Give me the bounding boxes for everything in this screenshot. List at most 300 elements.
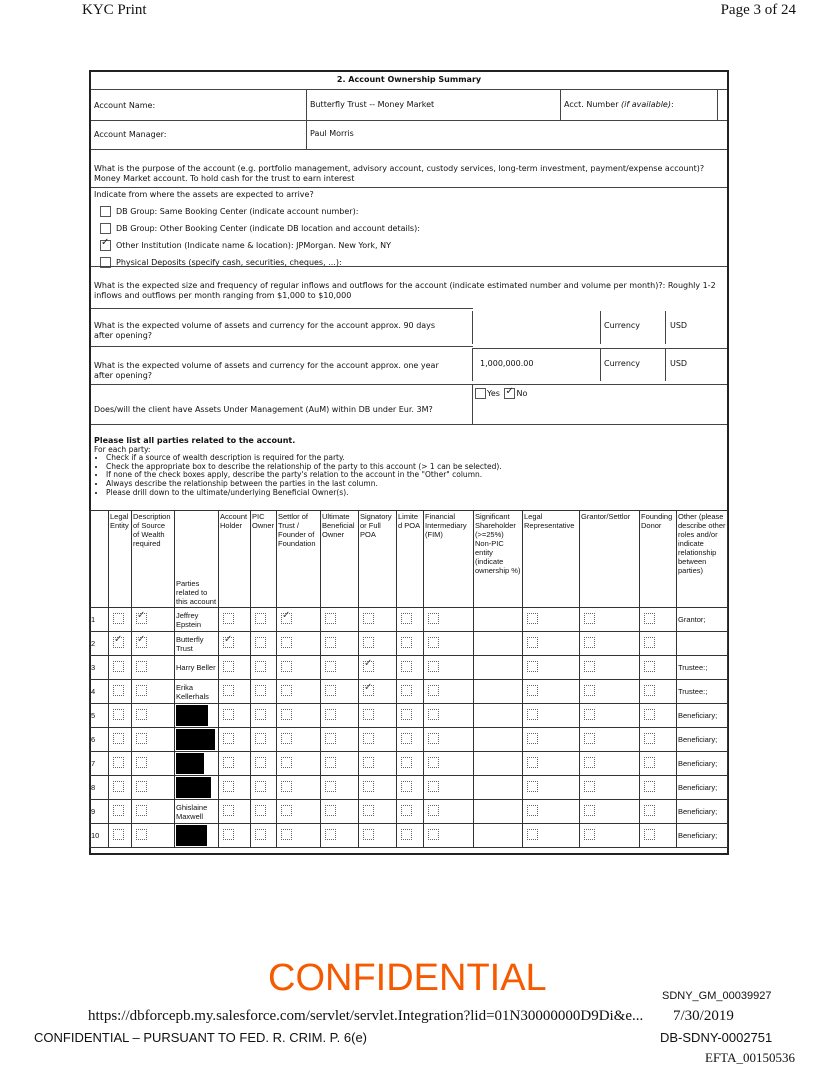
party-role-checkbox[interactable] (223, 805, 234, 816)
party-role-checkbox[interactable] (136, 781, 147, 792)
party-role-checkbox[interactable] (281, 757, 292, 768)
parties-instructions (91, 424, 727, 512)
checkbox-cell (397, 800, 424, 824)
asset-origin-label: DB Group: Same Booking Center (indicate account number): (116, 207, 359, 216)
volume-90-currency-label: Currency (604, 321, 641, 330)
party-role-checkbox[interactable] (255, 805, 266, 816)
checkbox-cell (397, 680, 424, 704)
aum-no-label: No (516, 389, 528, 398)
checkbox-cell (132, 728, 175, 752)
column-header: Legal Entity (109, 511, 132, 608)
row-number: 9 (90, 800, 109, 824)
checkbox-cell (523, 704, 580, 728)
column-header: PIC Owner (251, 511, 277, 608)
party-role-checkbox[interactable] (428, 709, 439, 720)
checkbox-cell (397, 656, 424, 680)
aum-no-checkbox[interactable] (504, 388, 515, 399)
party-role-checkbox[interactable] (428, 685, 439, 696)
redaction-block (176, 753, 204, 774)
checkbox-cell (219, 656, 251, 680)
account-purpose: What is the purpose of the account (e.g. portfolio management, advisory account, custody services, long-term investment, payment/expense account)? Money Market account. To hold cash for the trust to earn interest (91, 149, 727, 187)
party-role-checkbox[interactable] (527, 781, 538, 792)
party-role-checkbox[interactable] (136, 685, 147, 696)
checkbox-cell (321, 776, 359, 800)
checkbox-cell (580, 656, 640, 680)
checkbox-cell (523, 608, 580, 632)
party-role-checkbox[interactable] (136, 661, 147, 672)
party-role-checkbox[interactable] (363, 685, 374, 696)
volume-1y-amount: 1,000,000.00 (480, 359, 534, 368)
checkbox-cell (251, 608, 277, 632)
checkbox-cell (321, 656, 359, 680)
party-name: Erika Kellerhals (175, 680, 219, 704)
checkbox-cell (424, 776, 474, 800)
account-manager-row (91, 120, 727, 149)
checkbox-cell (424, 728, 474, 752)
party-role-checkbox[interactable] (223, 781, 234, 792)
party-role-checkbox[interactable] (401, 613, 412, 624)
party-role-checkbox[interactable] (527, 613, 538, 624)
party-role-checkbox[interactable] (255, 709, 266, 720)
checkbox-cell (424, 656, 474, 680)
instruction-bullet: • Always describe the relationship between the parties in the last column. (106, 480, 724, 489)
volume-90-currency: USD (670, 321, 688, 330)
party-role-checkbox[interactable] (255, 781, 266, 792)
party-role-checkbox[interactable] (584, 685, 595, 696)
checkbox-cell (132, 752, 175, 776)
table-row (90, 608, 728, 632)
row-number: 10 (90, 824, 109, 848)
print-title: KYC Print (82, 2, 147, 18)
column-header: Ultimate Beneficial Owner (321, 511, 359, 608)
checkbox-cell (523, 776, 580, 800)
checkbox-cell (397, 608, 424, 632)
party-role-checkbox[interactable] (428, 733, 439, 744)
checkbox-cell (640, 728, 677, 752)
column-header: Settlor of Trust / Founder of Foundation (277, 511, 321, 608)
checkbox-cell (580, 752, 640, 776)
checkbox-cell (580, 728, 640, 752)
table-row (90, 728, 728, 752)
checkbox-cell (109, 680, 132, 704)
party-role-checkbox[interactable] (363, 613, 374, 624)
party-role-checkbox[interactable] (255, 829, 266, 840)
checkbox-cell (359, 800, 397, 824)
party-role-checkbox[interactable] (281, 637, 292, 648)
checkbox-cell (109, 776, 132, 800)
party-role-checkbox[interactable] (428, 637, 439, 648)
party-role-checkbox[interactable] (584, 661, 595, 672)
checkbox-cell (397, 728, 424, 752)
party-role-checkbox[interactable] (281, 829, 292, 840)
column-header: Grantor/Settlor (580, 511, 640, 608)
shareholder-cell (474, 776, 523, 800)
checkbox-cell (109, 728, 132, 752)
party-role-checkbox[interactable] (363, 733, 374, 744)
party-role-checkbox[interactable] (113, 709, 124, 720)
party-role-checkbox[interactable] (584, 829, 595, 840)
column-header: Legal Representative (523, 511, 580, 608)
party-role-checkbox[interactable] (113, 613, 124, 624)
instruction-bullet: • Please drill down to the ultimate/underlying Beneficial Owner(s). (106, 489, 724, 498)
checkbox-cell (251, 656, 277, 680)
checkbox-cell (219, 752, 251, 776)
section-title: 2. Account Ownership Summary (336, 75, 482, 84)
table-row (90, 776, 728, 800)
party-role-checkbox[interactable] (113, 637, 124, 648)
party-name (175, 704, 219, 728)
checkbox-cell (132, 776, 175, 800)
party-role-checkbox[interactable] (113, 781, 124, 792)
volume-1y-question: What is the expected volume of assets and currency for the account approx. one year after opening? (91, 346, 473, 384)
party-role-checkbox[interactable] (113, 805, 124, 816)
table-row (90, 824, 728, 848)
party-role-checkbox[interactable] (325, 685, 336, 696)
other-relationship: Beneficiary; (677, 776, 728, 800)
bates-db-sdny: DB-SDNY-0002751 (660, 1030, 773, 1045)
column-header: Signatory or Full POA (359, 511, 397, 608)
party-role-checkbox[interactable] (644, 781, 655, 792)
checkbox-cell (251, 824, 277, 848)
party-role-checkbox[interactable] (113, 661, 124, 672)
party-role-checkbox[interactable] (223, 637, 234, 648)
checkbox-cell (132, 632, 175, 656)
checkbox-cell (109, 632, 132, 656)
party-role-checkbox[interactable] (281, 685, 292, 696)
confidential-watermark: CONFIDENTIAL (268, 957, 547, 999)
row-number: 1 (90, 608, 109, 632)
checkbox-cell (523, 824, 580, 848)
checkbox-cell (580, 824, 640, 848)
checkbox-cell (277, 632, 321, 656)
party-role-checkbox[interactable] (363, 781, 374, 792)
checkbox-cell (251, 680, 277, 704)
checkbox-cell (132, 680, 175, 704)
row-number: 4 (90, 680, 109, 704)
checkbox-cell (321, 728, 359, 752)
party-role-checkbox[interactable] (281, 709, 292, 720)
checkbox-cell (321, 800, 359, 824)
party-role-checkbox[interactable] (136, 805, 147, 816)
party-name (175, 752, 219, 776)
party-role-checkbox[interactable] (401, 829, 412, 840)
checkbox-cell (277, 824, 321, 848)
party-role-checkbox[interactable] (136, 613, 147, 624)
party-name (175, 776, 219, 800)
shareholder-cell (474, 704, 523, 728)
party-role-checkbox[interactable] (136, 757, 147, 768)
party-role-checkbox[interactable] (584, 709, 595, 720)
checkbox-cell (321, 632, 359, 656)
party-role-checkbox[interactable] (584, 733, 595, 744)
party-role-checkbox[interactable] (527, 805, 538, 816)
party-role-checkbox[interactable] (325, 757, 336, 768)
checkbox-cell (109, 752, 132, 776)
column-header (90, 511, 109, 608)
asset-origin-checkbox[interactable] (100, 240, 111, 251)
checkbox-cell (359, 656, 397, 680)
checkbox-cell (424, 752, 474, 776)
party-role-checkbox[interactable] (325, 709, 336, 720)
checkbox-cell (277, 752, 321, 776)
party-name: Jeffrey Epstein (175, 608, 219, 632)
checkbox-cell (640, 632, 677, 656)
party-role-checkbox[interactable] (527, 709, 538, 720)
party-role-checkbox[interactable] (584, 757, 595, 768)
party-role-checkbox[interactable] (401, 685, 412, 696)
checkbox-cell (359, 728, 397, 752)
party-role-checkbox[interactable] (136, 829, 147, 840)
party-role-checkbox[interactable] (527, 685, 538, 696)
other-relationship: Beneficiary; (677, 752, 728, 776)
checkbox-cell (424, 608, 474, 632)
checkbox-cell (321, 680, 359, 704)
checkbox-cell (640, 680, 677, 704)
party-role-checkbox[interactable] (401, 709, 412, 720)
party-role-checkbox[interactable] (401, 757, 412, 768)
party-role-checkbox[interactable] (223, 709, 234, 720)
table-row (90, 680, 728, 704)
asset-origin-label: DB Group: Other Booking Center (indicate DB location and account details): (116, 224, 420, 233)
party-role-checkbox[interactable] (644, 733, 655, 744)
row-number: 7 (90, 752, 109, 776)
checkbox-cell (523, 800, 580, 824)
party-role-checkbox[interactable] (428, 613, 439, 624)
column-header: Limited POA (397, 511, 424, 608)
checkbox-cell (580, 800, 640, 824)
checkbox-cell (109, 704, 132, 728)
row-number: 3 (90, 656, 109, 680)
aum-question: Does/will the client have Assets Under Management (AuM) within DB under Eur. 3M? (91, 384, 473, 424)
checkbox-cell (397, 752, 424, 776)
shareholder-cell (474, 608, 523, 632)
shareholder-cell (474, 800, 523, 824)
party-role-checkbox[interactable] (136, 733, 147, 744)
shareholder-cell (474, 728, 523, 752)
checkbox-cell (424, 800, 474, 824)
party-role-checkbox[interactable] (113, 829, 124, 840)
party-role-checkbox[interactable] (325, 781, 336, 792)
checkbox-cell (640, 704, 677, 728)
table-row (90, 752, 728, 776)
checkbox-cell (359, 632, 397, 656)
shareholder-cell (474, 632, 523, 656)
party-role-checkbox[interactable] (255, 661, 266, 672)
checkbox-cell (321, 752, 359, 776)
party-role-checkbox[interactable] (644, 709, 655, 720)
checkbox-cell (251, 728, 277, 752)
volume-1y-currency: USD (670, 359, 688, 368)
party-role-checkbox[interactable] (401, 805, 412, 816)
party-role-checkbox[interactable] (255, 733, 266, 744)
checkbox-cell (359, 776, 397, 800)
party-role-checkbox[interactable] (428, 661, 439, 672)
checkbox-cell (219, 608, 251, 632)
asset-origin-option (100, 240, 724, 251)
checkbox-cell (397, 824, 424, 848)
checkbox-cell (132, 608, 175, 632)
table-row (90, 704, 728, 728)
party-role-checkbox[interactable] (428, 829, 439, 840)
checkbox-cell (132, 656, 175, 680)
party-role-checkbox[interactable] (325, 733, 336, 744)
party-role-checkbox[interactable] (428, 781, 439, 792)
parties-table (89, 510, 728, 848)
party-role-checkbox[interactable] (223, 661, 234, 672)
checkbox-cell (580, 680, 640, 704)
other-relationship (677, 632, 728, 656)
checkbox-cell (359, 824, 397, 848)
checkbox-cell (277, 728, 321, 752)
party-role-checkbox[interactable] (363, 805, 374, 816)
checkbox-cell (359, 680, 397, 704)
party-role-checkbox[interactable] (363, 661, 374, 672)
party-role-checkbox[interactable] (644, 805, 655, 816)
account-name-value: Butterfly Trust -- Money Market (310, 100, 435, 109)
party-role-checkbox[interactable] (363, 829, 374, 840)
checkbox-cell (277, 704, 321, 728)
asset-origin-checkbox[interactable] (100, 206, 111, 217)
party-role-checkbox[interactable] (401, 637, 412, 648)
checkbox-cell (424, 824, 474, 848)
asset-origin-option (100, 223, 724, 234)
party-role-checkbox[interactable] (281, 661, 292, 672)
party-role-checkbox[interactable] (363, 757, 374, 768)
party-role-checkbox[interactable] (644, 829, 655, 840)
party-role-checkbox[interactable] (255, 685, 266, 696)
checkbox-cell (321, 824, 359, 848)
party-role-checkbox[interactable] (325, 805, 336, 816)
party-role-checkbox[interactable] (325, 829, 336, 840)
checkbox-cell (219, 680, 251, 704)
party-role-checkbox[interactable] (644, 613, 655, 624)
party-role-checkbox[interactable] (136, 637, 147, 648)
redaction-block (176, 729, 215, 750)
aum-answer (475, 388, 527, 399)
party-role-checkbox[interactable] (325, 637, 336, 648)
party-role-checkbox[interactable] (223, 685, 234, 696)
party-role-checkbox[interactable] (223, 757, 234, 768)
party-role-checkbox[interactable] (223, 829, 234, 840)
shareholder-cell (474, 656, 523, 680)
other-relationship: Beneficiary; (677, 800, 728, 824)
party-role-checkbox[interactable] (281, 733, 292, 744)
checkbox-cell (523, 680, 580, 704)
party-role-checkbox[interactable] (401, 781, 412, 792)
party-role-checkbox[interactable] (325, 613, 336, 624)
shareholder-cell (474, 752, 523, 776)
checkbox-cell (277, 800, 321, 824)
party-name: Butterfly Trust (175, 632, 219, 656)
party-role-checkbox[interactable] (644, 637, 655, 648)
party-role-checkbox[interactable] (644, 757, 655, 768)
party-role-checkbox[interactable] (527, 829, 538, 840)
party-role-checkbox[interactable] (363, 709, 374, 720)
party-role-checkbox[interactable] (255, 637, 266, 648)
party-role-checkbox[interactable] (527, 661, 538, 672)
party-role-checkbox[interactable] (401, 661, 412, 672)
party-role-checkbox[interactable] (113, 757, 124, 768)
checkbox-cell (580, 776, 640, 800)
party-role-checkbox[interactable] (584, 781, 595, 792)
party-role-checkbox[interactable] (363, 637, 374, 648)
checkbox-cell (109, 824, 132, 848)
aum-yes-checkbox[interactable] (475, 388, 486, 399)
party-role-checkbox[interactable] (281, 781, 292, 792)
checkbox-cell (523, 752, 580, 776)
volume-1y-currency-label: Currency (604, 359, 641, 368)
account-name-label: Account Name: (94, 101, 156, 110)
checkbox-cell (359, 752, 397, 776)
party-role-checkbox[interactable] (644, 685, 655, 696)
party-role-checkbox[interactable] (255, 613, 266, 624)
party-role-checkbox[interactable] (428, 805, 439, 816)
party-role-checkbox[interactable] (325, 661, 336, 672)
checkbox-cell (424, 704, 474, 728)
party-role-checkbox[interactable] (644, 661, 655, 672)
checkbox-cell (251, 704, 277, 728)
redaction-block (176, 705, 208, 726)
checkbox-cell (321, 704, 359, 728)
bates-sdny-gm: SDNY_GM_00039927 (662, 990, 772, 1002)
party-role-checkbox[interactable] (255, 757, 266, 768)
other-relationship: Beneficiary; (677, 704, 728, 728)
checkbox-cell (640, 752, 677, 776)
checkbox-cell (523, 728, 580, 752)
account-number-label: Acct. Number (if available): (564, 100, 674, 109)
party-role-checkbox[interactable] (113, 733, 124, 744)
assets-origin-question: Indicate from where the assets are expected to arrive? (94, 190, 314, 199)
row-number: 6 (90, 728, 109, 752)
checkbox-cell (277, 608, 321, 632)
checkbox-cell (132, 800, 175, 824)
checkbox-cell (219, 728, 251, 752)
party-role-checkbox[interactable] (584, 637, 595, 648)
row-number: 8 (90, 776, 109, 800)
checkbox-cell (640, 824, 677, 848)
party-role-checkbox[interactable] (223, 733, 234, 744)
party-role-checkbox[interactable] (281, 613, 292, 624)
checkbox-cell (251, 776, 277, 800)
shareholder-cell (474, 680, 523, 704)
page-url: https://dbforcepb.my.salesforce.com/servlet/servlet.Integration?lid=01N30000000D9Di&e... (88, 1008, 644, 1024)
column-header: Description of Source of Wealth required (132, 511, 175, 608)
checkbox-cell (277, 776, 321, 800)
party-role-checkbox[interactable] (223, 613, 234, 624)
party-role-checkbox[interactable] (584, 805, 595, 816)
column-header: Founding Donor (640, 511, 677, 608)
checkbox-cell (523, 656, 580, 680)
redaction-block (176, 777, 211, 798)
party-role-checkbox[interactable] (584, 613, 595, 624)
asset-origin-label: Physical Deposits (specify cash, securities, cheques, ...): (116, 258, 342, 267)
party-role-checkbox[interactable] (136, 709, 147, 720)
party-role-checkbox[interactable] (527, 757, 538, 768)
party-role-checkbox[interactable] (428, 757, 439, 768)
party-role-checkbox[interactable] (527, 637, 538, 648)
column-header: Account Holder (219, 511, 251, 608)
volume-90-question: What is the expected volume of assets and currency for the account approx. 90 days after opening? (91, 308, 473, 346)
party-role-checkbox[interactable] (527, 733, 538, 744)
checkbox-cell (321, 608, 359, 632)
party-role-checkbox[interactable] (281, 805, 292, 816)
party-role-checkbox[interactable] (113, 685, 124, 696)
checkbox-cell (132, 704, 175, 728)
party-role-checkbox[interactable] (401, 733, 412, 744)
asset-origin-checkbox[interactable] (100, 223, 111, 234)
account-manager-label: Account Manager: (94, 130, 167, 139)
checkbox-cell (359, 704, 397, 728)
